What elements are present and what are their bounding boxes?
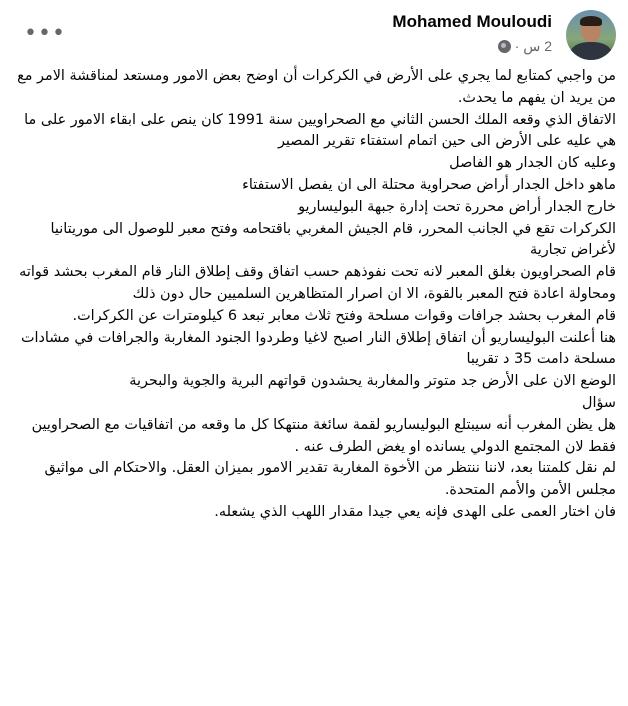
post-paragraph: قام المغرب بحشد جرافات وقوات مسلحة وفتح ثلاث معابر تبعد 6 كيلومترات عن الكركرات. [72,307,616,324]
avatar-hair [580,16,602,26]
post-paragraph: هل يظن المغرب أنه سيبتلع البوليساريو لقمة سائغة منتهكا كل ما وقعه من اتفاقيات مع الصحراويين فقط لان المجتمع الدولي يسانده او يغض الطرف عنه . [31,416,616,455]
post-paragraph: سؤال [582,394,616,411]
post-header [0,0,628,66]
post-paragraph: لم نقل كلمتنا بعد، لاننا ننتظر من الأخوة المغاربة تقدير الامور بميزان العقل. والاحتكام الى مواثيق مجلس الأمن والأمم المتحدة. [44,460,616,499]
post-paragraph: قام الصحراويون بغلق المعبر لانه تحت نفوذهم حسب اتفاق وقف إطلاق النار قام المغرب بحشد قواته ومحاولة اعادة فتح المعبر بالقوة، الا ان اصرار المتظاهرين السلميين حال دون ذلك [19,264,616,302]
post-paragraph: فان اختار العمى على الهدى فإنه يعي جيدا مقدار اللهب الذي يشعله. [214,503,616,520]
avatar[interactable] [566,10,616,60]
post-body [10,66,616,524]
post-paragraph: الكركرات تقع في الجانب المحرر، قام الجيش المغربي باقتحامه وفتح معبر للوصول الى موريتانيا لأغراض تجارية [50,220,616,259]
avatar-body [570,42,612,60]
post-paragraph: وعليه كان الجدار هو الفاصل [449,155,616,172]
post-meta [498,38,552,55]
globe-icon[interactable] [498,40,511,53]
post-paragraph: الاتفاق الذي وقعه الملك الحسن الثاني مع الصحراويين سنة 1991 كان ينص على ابقاء الامور على ما هي عليه على الأرض الى حين اتمام استفتاء تقرير المصير [24,111,616,150]
post-paragraph: هنا أعلنت البوليساريو أن اتفاق إطلاق النار اصبح لاغيا وطردوا الجنود المغاربة والجرافات في مشادات مسلحة دامت 35 د تقريبا [20,329,616,368]
post-paragraph: ماهو داخل الجدار أراض صحراوية محتلة الى ان يفصل الاستفتاء [242,176,616,193]
post-paragraph: الوضع الان على الأرض جد متوتر والمغاربة يحشدون قواتهم البرية والجوية والبحرية [129,373,616,390]
post-paragraph: من واجبي كمتابع لما يجري على الأرض في الكركرات أن اوضح بعض الامور ومستعد لمناقشة الامر مع من يريد ان يفهم ما يحدث. [17,68,616,106]
post-paragraph: خارج الجدار أراض محررة تحت إدارة جبهة البوليساريو [298,198,616,215]
more-options-icon[interactable]: ••• [24,21,66,46]
author-name[interactable]: Mohamed Mouloudi [392,12,552,31]
post-time[interactable]: 2 س · [514,38,552,54]
